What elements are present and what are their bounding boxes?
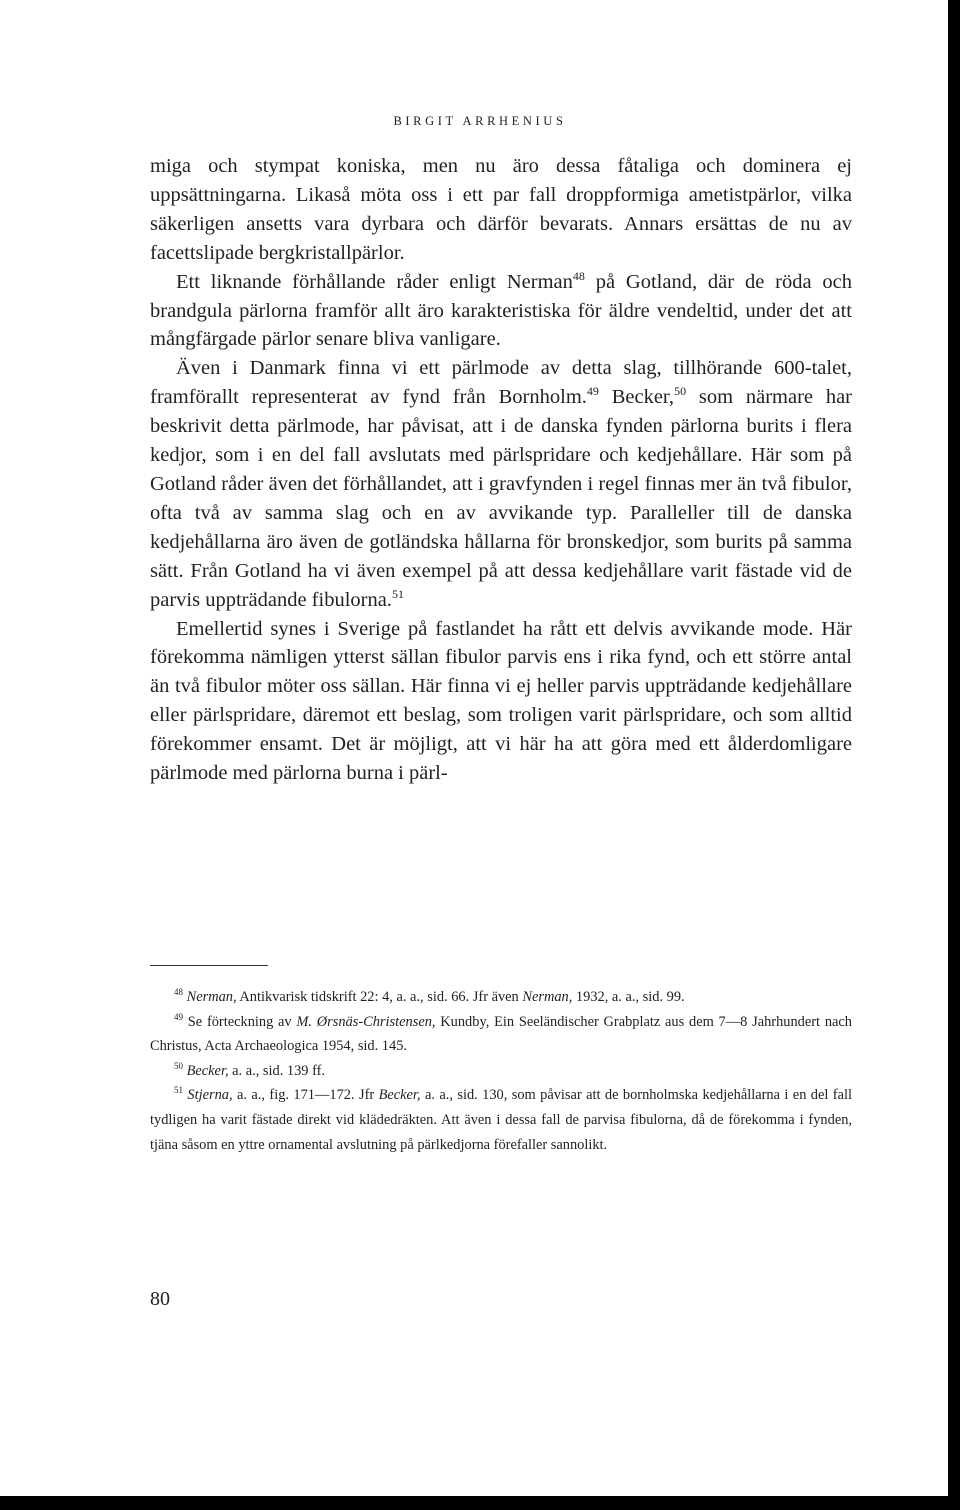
footnote-ref-48: 48 [572,268,585,283]
footnote-rule [150,965,268,966]
paragraph-2 [150,268,852,355]
paragraph-3-text-a: Även i Danmark finna vi ett pärlmode av detta slag, tillhörande 600-talet, framförallt representerat av fynd från Bornholm. [150,357,852,409]
footnote-ref-50: 50 [674,384,687,399]
footnote-51 [150,1083,852,1157]
paragraph-4 [150,615,852,788]
body-text [150,152,852,788]
paragraph-3-text-c: som närmare har beskrivit detta pärlmode, har påvisat, att i de danska fynden pärlorna burits i flera kedjor, som i en del fall avslutats med pärlspridare och kedjehållare. Här som på Gotland råder även det förhållandet, att i gravfynden i regel finnas mer än två fibulor, ofta två av samma slag och en av avvikande typ. Paralleller till de danska kedjehållarna äro även de gotländska hållarna för bronskedjor, som burits på samma sätt. Från Gotland ha vi även exempel på att dessa kedjehållare varit fästade vid de parvis uppträdande fibulorna. [150,386,852,611]
footnote-author: M. Ørsnäs-Christensen, [296,1013,436,1030]
footnote-text: a. a., fig. 171—172. Jfr [232,1087,379,1104]
page-number: 80 [150,1288,170,1310]
paragraph-3-text-b: Becker, [598,386,675,409]
paragraph-3 [150,354,852,614]
footnote-text: Se förteckning av [183,1013,297,1030]
footnote-number: 49 [174,1011,183,1022]
footnote-author: Becker, [186,1062,229,1079]
footnote-text: 1932, a. a., sid. 99. [572,989,685,1005]
footnote-number: 51 [174,1085,183,1096]
paragraph-1-text: miga och stympat koniska, men nu äro dessa fåtaliga och dominera ej uppsättningarna. Likaså möta oss i ett par fall droppformiga ametistpärlor, vilka säkerligen ansetts vara dyrbara och därför bevarats. Annars ersättas de nu av facettslipade bergkristallpärlor. [150,155,852,264]
footnote-48 [150,985,852,1010]
footnote-text: a. a., sid. 139 ff. [228,1062,326,1079]
footnote-number: 50 [174,1060,183,1071]
footnote-author: Stjerna, [187,1087,233,1104]
footnote-49 [150,1010,852,1059]
footnote-ref-49: 49 [586,384,599,399]
footnote-ref-51: 51 [391,586,404,601]
paragraph-4-text: Emellertid synes i Sverige på fastlandet ha rått ett delvis avvikande mode. Här förekomma nämligen ytterst sällan fibulor parvis ens i rika fynd, och ett större antal än två fibulor möter oss sällan. Här finna vi ej heller parvis uppträdande kedjehållare eller pärlspridare, däremot ett beslag, som troligen varit pärlspridare, och som alltid förekommer ensamt. Det är möjligt, att vi här ha att göra med ett ålderdomligare pärlmode med pärlorna burna i pärl- [150,617,852,785]
running-head: BIRGIT ARRHENIUS [393,114,567,128]
footnote-number: 48 [174,987,183,998]
footnote-author: Nerman, [522,989,573,1005]
footnotes [150,985,852,1157]
paragraph-1 [150,152,852,268]
footnote-text: a. a., sid. 130, som påvisar att de bornholmska kedjehållarna i en del fall tydligen ha varit fästade direkt vid klädedräkten. Att även i dessa fall de parvisa fibulorna, då de förekomma i fynden, tjäna såsom en yttre ornamental avslutning på pärlkedjorna förefaller sannolikt. [150,1087,852,1153]
footnote-text: Kundby, Ein Seeländischer Grabplatz aus dem 7—8 Jahrhundert nach Christus, Acta Archaeologica 1954, sid. 145. [150,1013,852,1055]
paragraph-2-text-a: Ett liknande förhållande råder enligt Nerman [176,270,573,293]
paragraph-2-text-b: på Gotland, där de röda och brandgula pärlorna framför allt äro karakteristiska för äldre vendeltid, under det att mångfärgade pärlor senare bliva vanligare. [150,270,852,351]
footnote-text: Antikvarisk tidskrift 22: 4, a. a., sid. 66. Jfr även [236,989,523,1005]
footnote-author: Becker, [378,1087,421,1104]
footnote-50 [150,1059,852,1084]
footnote-author: Nerman, [186,989,237,1005]
